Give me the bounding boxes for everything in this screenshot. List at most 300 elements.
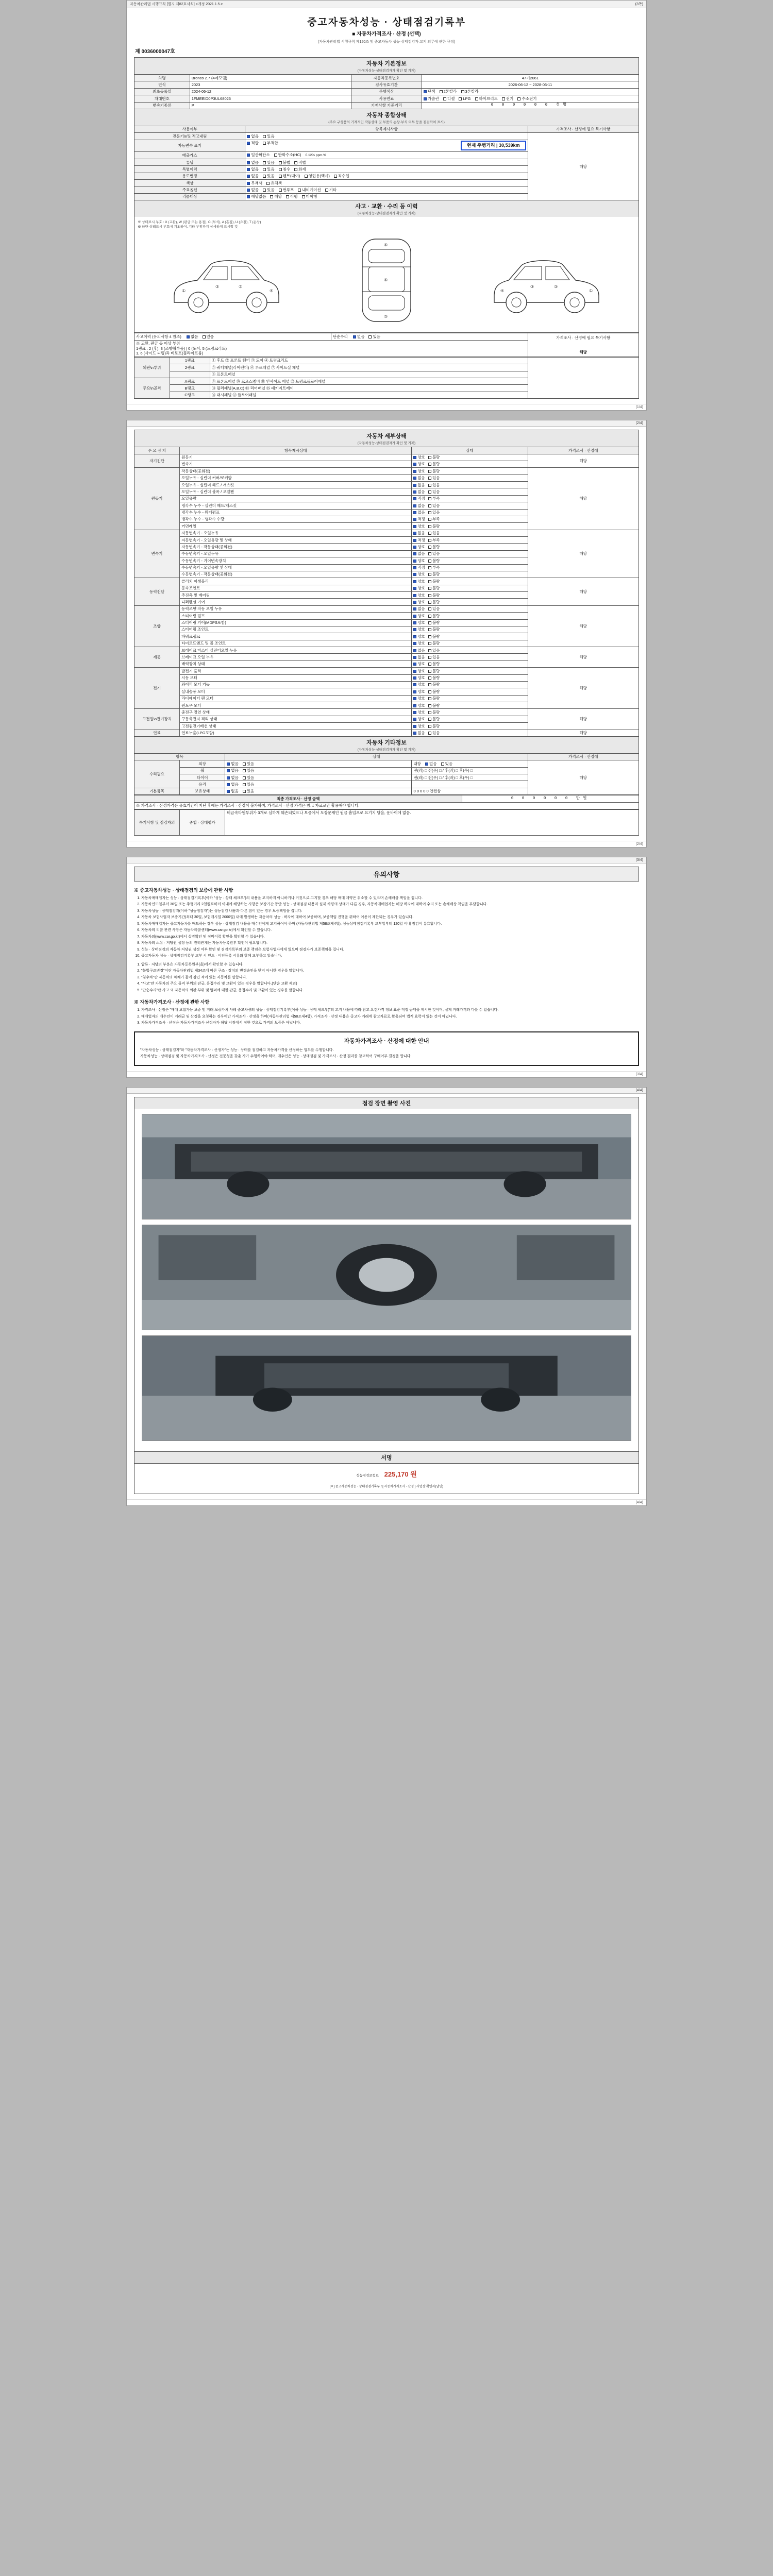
checkbox-detail-7-1-0[interactable] (413, 718, 416, 721)
checkbox-glass-none[interactable] (227, 783, 230, 786)
opt-8-2: 이행 (290, 194, 298, 199)
row-label-1: 자동변속 표기 (135, 140, 245, 151)
detail-item-options (412, 674, 528, 681)
opt-0-0: 없음 (251, 133, 259, 139)
detail-opt-label: 불량 (432, 709, 440, 715)
svg-text:⑤: ⑤ (384, 314, 388, 319)
checkbox-detail-3-3-1[interactable] (428, 601, 431, 604)
checkbox-detail-3-0-0[interactable] (413, 580, 416, 583)
checkbox-int-yes[interactable] (441, 762, 444, 766)
detail-group-note: 해당 (528, 647, 638, 668)
checkbox-detail-1-4-0[interactable] (413, 497, 416, 500)
section-accident-sub: (자동차성능·상태점검자가 확인 및 기재) (357, 212, 416, 216)
detail-opt-label: 불량 (432, 579, 440, 584)
parts-legend-2: 1, 6 (사이드 씨링)과 비로프(플라이프룸) (136, 351, 204, 356)
table-row (135, 802, 639, 809)
checkbox-8-0[interactable] (247, 195, 250, 198)
comprehensive-note: 해당 (528, 133, 638, 200)
table-row (135, 357, 639, 364)
checkbox-detail-3-3-0[interactable] (413, 601, 416, 604)
checkbox-detail-7-0-1[interactable] (428, 711, 431, 714)
fuel-opt-1: 디젤 (447, 96, 455, 101)
checkbox-6-1[interactable] (266, 182, 270, 185)
detail-item-label: 시동 모터 (180, 674, 412, 681)
table-row (135, 760, 639, 767)
detail-item-options (412, 564, 528, 571)
checkbox-detail-0-1-1[interactable] (428, 463, 431, 466)
detail-opt-label: 양호 (417, 717, 425, 722)
detail-opt-label: 있음 (432, 731, 440, 736)
checkbox-5-3[interactable] (305, 175, 308, 178)
detail-opt-label: 불량 (432, 523, 440, 529)
detail-item-label: 냉각수 누수 - 냉각수 수량 (180, 516, 412, 522)
detail-item-options (412, 695, 528, 702)
table-header-row (135, 447, 639, 454)
checkbox-detail-5-0-0[interactable] (413, 649, 416, 652)
checkbox-detail-6-4-1[interactable] (428, 697, 431, 700)
checkbox-detail-3-1-1[interactable] (428, 587, 431, 590)
checkbox-7-1[interactable] (263, 189, 266, 192)
car-name-value: Bronco 2.7 (4메모델) (190, 75, 351, 81)
checkbox-detail-3-1-0[interactable] (413, 587, 416, 590)
checkbox-fuel-5[interactable] (517, 97, 520, 100)
notice-item: 3. "침수차"란 자동차의 차체가 물에 잠긴 적이 있는 자동차를 말합니다. (141, 975, 639, 981)
checkbox-detail-6-1-0[interactable] (413, 676, 416, 680)
color-label: 주행색상 (351, 88, 422, 95)
checkbox-detail-6-5-0[interactable] (413, 704, 416, 707)
checkbox-1-1[interactable] (263, 142, 266, 145)
checkbox-detail-6-2-0[interactable] (413, 683, 416, 686)
row-opts-6 (245, 180, 528, 187)
detail-opt-label: 불량 (432, 689, 440, 694)
checkbox-detail-1-1-1[interactable] (428, 477, 431, 480)
opt-5-3: 영업용(택시) (308, 174, 330, 179)
checkbox-detail-5-2-1[interactable] (428, 663, 431, 666)
checkbox-basic-none[interactable] (227, 790, 230, 793)
detail-item-label: 발전기 출력 (180, 668, 412, 674)
checkbox-detail-2-2-1[interactable] (428, 546, 431, 549)
detail-item-label: 오일누유 - 실린더 헤드 / 개스킷 (180, 482, 412, 488)
accident-history-table (134, 333, 639, 357)
detail-opt-label: 불량 (432, 544, 440, 549)
detail-item-label: 배력장치 상태 (180, 660, 412, 667)
checkbox-3-1[interactable] (263, 161, 266, 164)
detail-col-1: 주 요 장 치 (135, 447, 180, 454)
detail-group-5: 제동 (135, 647, 180, 668)
detail-group-note: 해당 (528, 709, 638, 730)
checkbox-5-2[interactable] (279, 175, 282, 178)
checkbox-detail-1-4-1[interactable] (428, 497, 431, 500)
checkbox-detail-2-1-1[interactable] (428, 539, 431, 542)
detail-opt-label: 불량 (432, 558, 440, 563)
checkbox-ext-none[interactable] (227, 762, 230, 766)
col-use: 사용여부 (135, 126, 245, 132)
checkbox-detail-8-0-0[interactable] (413, 732, 416, 735)
checkbox-detail-1-6-1[interactable] (428, 511, 431, 514)
checkbox-color-0[interactable] (424, 90, 427, 93)
signature-header: 서명 (134, 1452, 639, 1464)
simple-repair-cell (331, 333, 528, 340)
opt-4-3: 화재 (298, 166, 306, 172)
table-row (135, 709, 639, 716)
checkbox-detail-4-2-0[interactable] (413, 621, 416, 624)
repair-int-label: 내장 (413, 761, 421, 766)
detail-opt-label: 불량 (432, 599, 440, 604)
checkbox-detail-1-2-1[interactable] (428, 484, 431, 487)
checkbox-fuel-4[interactable] (502, 97, 505, 100)
detail-item-options (412, 730, 528, 736)
checkbox-2-1[interactable] (274, 154, 277, 157)
rank-items: ① 후드 ② 프론트 휀더 ③ 도어 ④ 트렁크리드 (210, 357, 528, 364)
checkbox-detail-6-5-1[interactable] (428, 704, 431, 707)
svg-text:③: ③ (554, 284, 558, 290)
detail-item-options (412, 592, 528, 599)
detail-opt-label: 불량 (432, 613, 440, 618)
detail-item-options (412, 619, 528, 626)
detail-item-label: 연료누출(LPG포함) (180, 730, 412, 736)
opt-7-3: 내비게이션 (302, 188, 321, 192)
checkbox-detail-2-2-0[interactable] (413, 546, 416, 549)
checkbox-detail-0-1-0[interactable] (413, 463, 416, 466)
opt-3-1: 있음 (266, 160, 275, 165)
detail-col-4: 가격조사 · 산정에 (528, 447, 638, 454)
detail-item-label: 고전원전기배선 상태 (180, 723, 412, 730)
notice-item: 2. "불법구조변경"이란 자동차관리법 제34조에 따른 구조 · 장치의 변경승인을 받지 아니한 경우를 말합니다. (141, 969, 639, 974)
notice-item: 9. 성능 · 상태점검의 자동차 저당권 설정 여부 확인 및 점검기록부의 보증 책임은 보험사업자에게 있으며 점검자가 보증책임을 집니다. (141, 947, 639, 953)
detail-item-options (412, 605, 528, 612)
detail-opt-label: 부족 (432, 537, 440, 543)
detail-opt-label: 양호 (417, 592, 425, 598)
table-row (135, 809, 639, 835)
checkbox-detail-7-0-0[interactable] (413, 711, 416, 714)
detail-opt-label: 있음 (432, 476, 440, 481)
checkbox-3-2[interactable] (279, 161, 282, 164)
detail-opt-label: 있음 (432, 654, 440, 659)
detail-item-label: 타이로드엔드 및 볼 조인트 (180, 640, 412, 647)
checkbox-detail-6-4-0[interactable] (413, 697, 416, 700)
checkbox-detail-1-3-0[interactable] (413, 490, 416, 494)
checkbox-6-0[interactable] (247, 182, 250, 185)
checkbox-detail-2-6-1[interactable] (428, 573, 431, 576)
checkbox-detail-5-1-0[interactable] (413, 656, 416, 659)
checkbox-detail-8-0-1[interactable] (428, 732, 431, 735)
checkbox-detail-4-2-1[interactable] (428, 621, 431, 624)
notice-item: 5. "단순수리"란 사고 외 자동차의 외판 부위 및 범퍼에 대한 판금, 용접수리 및 교환이 있는 경우를 말합니다. (141, 988, 639, 994)
checkbox-detail-1-1-0[interactable] (413, 477, 416, 480)
checkbox-detail-0-0-1[interactable] (428, 456, 431, 459)
detail-opt-label: 있음 (432, 489, 440, 494)
checkbox-detail-1-6-0[interactable] (413, 511, 416, 514)
first-reg-value: 2024-06-12 (190, 88, 351, 95)
checkbox-5-1[interactable] (263, 175, 266, 178)
car-side-view-left-icon (166, 236, 285, 324)
detail-item-options (412, 668, 528, 674)
final-price-table (134, 795, 639, 809)
checkbox-detail-3-2-1[interactable] (428, 594, 431, 597)
checkbox-5-0[interactable] (247, 175, 250, 178)
checkbox-7-3[interactable] (298, 189, 301, 192)
checkbox-detail-2-4-1[interactable] (428, 560, 431, 563)
rank-items: ⑬ 필러패널(A,B,C) ⑭ 리어패널 ⑮ 패키지트레이 (210, 385, 528, 392)
detail-opt-label: 부족 (432, 517, 440, 522)
detail-group-note: 해당 (528, 730, 638, 736)
first-reg-label: 최초등록일 (135, 88, 190, 95)
table-row (135, 75, 639, 81)
detail-group-4: 조향 (135, 605, 180, 647)
detail-opt-label: 있음 (432, 510, 440, 515)
opt-5-4: 직수입 (338, 174, 349, 179)
checkbox-detail-7-2-0[interactable] (413, 725, 416, 728)
checkbox-detail-5-2-0[interactable] (413, 663, 416, 666)
svg-text:③: ③ (215, 284, 220, 290)
checkbox-basic-yes[interactable] (243, 790, 246, 793)
checkbox-detail-6-3-0[interactable] (413, 690, 416, 693)
diagram-legend-2: ※ 하단 상태표시 부호에 기초하여, 기타 부위까지 상세하게 표시할 것 (138, 225, 238, 229)
checkbox-color-1[interactable] (440, 90, 443, 93)
checkbox-detail-7-1-1[interactable] (428, 718, 431, 721)
checkbox-color-2[interactable] (461, 90, 464, 93)
checkbox-simple-none[interactable] (353, 335, 356, 338)
checkbox-detail-1-2-0[interactable] (413, 484, 416, 487)
detail-col-2: 항목제시상태 (180, 447, 412, 454)
special-sublabel: 종합 · 상태평가 (180, 809, 225, 835)
opt-8-0: 해당없음 (251, 194, 266, 199)
opt-8-1: 해당 (274, 194, 282, 199)
opt-2-0: 일산화탄소 (251, 152, 270, 158)
detail-item-label: 충전구 절연 상태 (180, 709, 412, 716)
checkbox-4-0[interactable] (247, 168, 250, 171)
checkbox-detail-2-5-1[interactable] (428, 566, 431, 569)
detail-item-label: 오일누유 - 실린더 커버/로커암 (180, 474, 412, 481)
detail-opt-label: 양호 (417, 579, 425, 584)
opt-4-2: 침수 (282, 166, 291, 172)
checkbox-7-2[interactable] (279, 189, 282, 192)
checkbox-detail-4-5-1[interactable] (428, 642, 431, 645)
checkbox-detail-1-5-0[interactable] (413, 504, 416, 507)
opt-3-2: 불법 (282, 160, 291, 165)
detail-opt-label: 양호 (417, 682, 425, 687)
checkbox-detail-3-2-0[interactable] (413, 594, 416, 597)
checkbox-detail-4-4-1[interactable] (428, 635, 431, 638)
table-row (135, 578, 639, 585)
checkbox-detail-4-3-1[interactable] (428, 628, 431, 631)
detail-item-label: 작동상태(공회전) (180, 468, 412, 474)
checkbox-detail-2-0-1[interactable] (428, 532, 431, 535)
checkbox-simple-yes[interactable] (368, 335, 372, 338)
checkbox-detail-3-0-1[interactable] (428, 580, 431, 583)
notice-item: 8. 자동차의 소유 · 저당권 설정 등의 권리관계는 자동차등록원부 확인이 필요합니다. (141, 941, 639, 946)
opt-2-1: 탄화수소(HC) (278, 152, 301, 158)
checkbox-detail-1-5-1[interactable] (428, 504, 431, 507)
checkbox-wheel-none[interactable] (227, 769, 230, 772)
checkbox-3-0[interactable] (247, 161, 250, 164)
row-label-2: 배출가스 (135, 151, 245, 159)
checkbox-0-0[interactable] (247, 135, 250, 138)
checkbox-detail-2-3-0[interactable] (413, 552, 416, 555)
detail-opt-label: 양호 (417, 558, 425, 563)
table-row (135, 454, 639, 461)
detail-opt-label: 불량 (432, 620, 440, 625)
detail-item-options (412, 626, 528, 633)
detail-col-3: 상태 (412, 447, 528, 454)
checkbox-detail-6-3-1[interactable] (428, 690, 431, 693)
checkbox-int-none[interactable] (425, 762, 428, 766)
checkbox-detail-1-0-1[interactable] (428, 470, 431, 473)
notice-item: 2. 매매업자의 매수인이 거래금 및 산정을 요청하는 경우에만 가격조사 · 산정을 하며(자동차관리법 제58조제4항), 가격조사 · 산정 내용은 중고차 거래에 참고자료로 활용되며 법적 효력이 있는 것이 아닙니다. (141, 1014, 639, 1020)
svg-text:①: ① (182, 289, 186, 294)
checkbox-detail-4-0-1[interactable] (428, 607, 431, 611)
notice-item: 1. 가격조사 · 산정은 "매매 보험가능 보증 및 거래 보증가치 사례 중고차량의 성능 · 상태점검기록부(이하 성능 · 상태 체크부)"의 고지 내용에 따라 참고 요건가격 정보 표준 적정 금액을 제시한 것이며, 실제 거래가격과 다를 수 있습니다. (141, 1008, 639, 1013)
checkbox-4-2[interactable] (279, 168, 282, 171)
tire-label: 타이어 (180, 774, 225, 781)
detail-group-1: 원동기 (135, 468, 180, 530)
checkbox-detail-6-0-0[interactable] (413, 670, 416, 673)
checkbox-detail-0-0-0[interactable] (413, 456, 416, 459)
checkbox-detail-4-5-0[interactable] (413, 642, 416, 645)
opt-7-1: 있음 (266, 188, 275, 192)
checkbox-detail-1-8-1[interactable] (428, 525, 431, 528)
opt-3-0: 없음 (251, 160, 259, 165)
opt-3-3: 적법 (298, 160, 306, 165)
detail-item-options (412, 647, 528, 654)
glass-opt-1: 있음 (246, 782, 255, 787)
checkbox-detail-1-8-0[interactable] (413, 525, 416, 528)
checkbox-detail-1-0-0[interactable] (413, 470, 416, 473)
detail-opt-label: 양호 (417, 572, 425, 577)
detail-item-label: 오일누유 - 실린더 블록 / 오일팬 (180, 488, 412, 495)
detail-opt-label: 불량 (432, 668, 440, 673)
detail-item-options (412, 495, 528, 502)
checkbox-detail-6-2-1[interactable] (428, 683, 431, 686)
checkbox-detail-4-4-0[interactable] (413, 635, 416, 638)
table-row (135, 81, 639, 88)
detail-opt-label: 없음 (417, 551, 425, 556)
mileage-basis-label: 기재사항 기준거리 (351, 102, 422, 109)
checkbox-glass-yes[interactable] (243, 783, 246, 786)
detail-group-note: 해당 (528, 468, 638, 530)
checkbox-detail-2-4-0[interactable] (413, 560, 416, 563)
damage-diagram (134, 217, 639, 333)
detail-group-0: 자기진단 (135, 454, 180, 468)
table-row (135, 333, 639, 340)
checkbox-detail-6-0-1[interactable] (428, 670, 431, 673)
checkbox-4-3[interactable] (294, 168, 297, 171)
detail-opt-label: 양호 (417, 462, 425, 467)
plate-label: 자동차등록번호 (351, 75, 422, 81)
checkbox-detail-4-0-0[interactable] (413, 607, 416, 611)
document-number: 제 0036000047호 (135, 49, 175, 55)
accident-history-label: 사고이력 (유의사항 4 참조) (136, 334, 181, 339)
checkbox-wheel-yes[interactable] (243, 769, 246, 772)
detail-item-label: 등속조인트 (180, 585, 412, 591)
checkbox-8-2[interactable] (286, 195, 289, 198)
detail-item-options (412, 544, 528, 550)
checkbox-fuel-1[interactable] (443, 97, 446, 100)
basic-opt-0: 없음 (231, 789, 239, 794)
detail-opt-label: 불량 (432, 455, 440, 460)
checkbox-1-0[interactable] (247, 142, 250, 145)
opt-6-1: 유채색 (271, 180, 282, 185)
checkbox-tire-none[interactable] (227, 776, 230, 779)
checkbox-8-1[interactable] (270, 195, 273, 198)
checkbox-8-3[interactable] (302, 195, 305, 198)
inspection-photo-1 (142, 1114, 631, 1219)
detail-item-options (412, 716, 528, 722)
photo-gallery (134, 1109, 639, 1452)
wheel-opts (225, 767, 412, 774)
checkbox-fuel-2[interactable] (459, 97, 462, 100)
final-price-value: 0 0 0 0 0 0 만원 (462, 795, 639, 802)
table-row (135, 102, 639, 109)
table-row (135, 647, 639, 654)
notice-item: 1. 자동차매매업자는 성능 · 상태점검기록부(이하 "성능 · 상태 체크부")의 내용을 고지하지 아니하거나 거짓으로 고지할 경우 해당 매매 계약은 취소할 수 있으며 손해배상 책임을 집니다. (141, 896, 639, 902)
checkbox-detail-2-0-0[interactable] (413, 532, 416, 535)
checkbox-fuel-0[interactable] (424, 97, 427, 100)
row-opts-1 (245, 140, 528, 151)
checkbox-ext-yes[interactable] (243, 762, 246, 766)
svg-text:⑥: ⑥ (384, 243, 388, 248)
detail-opt-label: 양호 (417, 723, 425, 728)
checkbox-4-1[interactable] (263, 168, 266, 171)
detail-opt-label: 양호 (417, 523, 425, 529)
detail-item-options (412, 709, 528, 716)
checkbox-detail-7-2-1[interactable] (428, 725, 431, 728)
checkbox-7-0[interactable] (247, 189, 250, 192)
checkbox-2-0[interactable] (247, 154, 250, 157)
checkbox-5-4[interactable] (334, 175, 337, 178)
checkbox-detail-2-3-1[interactable] (428, 552, 431, 555)
car-top-view-icon (343, 234, 430, 327)
checkbox-detail-5-0-1[interactable] (428, 649, 431, 652)
detail-item-options (412, 488, 528, 495)
checkbox-accident-none[interactable] (187, 335, 190, 338)
checkbox-7-4[interactable] (325, 189, 328, 192)
page-1 (126, 0, 647, 411)
checkbox-detail-4-1-0[interactable] (413, 615, 416, 618)
detail-opt-label: 있음 (432, 531, 440, 536)
page-header (127, 1, 646, 8)
parts-legend-1: 1랭크 : 2 (후), 3 (조향휠부품) | 0 (도어, 5 (트렁크리드) (136, 346, 227, 351)
checkbox-detail-5-1-1[interactable] (428, 656, 431, 659)
notice-item: 6. 자동차의 리콜 관련 사항은 자동차리콜센터(www.car.go.kr)에서 확인할 수 있습니다. (141, 928, 639, 934)
row-label-6: 색상 (135, 180, 245, 187)
checkbox-detail-2-1-0[interactable] (413, 539, 416, 542)
checkbox-0-1[interactable] (263, 135, 266, 138)
checkbox-accident-yes[interactable] (203, 335, 206, 338)
checkbox-3-3[interactable] (294, 161, 297, 164)
checkbox-detail-4-1-1[interactable] (428, 615, 431, 618)
page-header (127, 857, 646, 863)
checkbox-detail-2-5-0[interactable] (413, 566, 416, 569)
checkbox-detail-2-6-0[interactable] (413, 573, 416, 576)
checkbox-detail-1-7-1[interactable] (428, 518, 431, 521)
checkbox-detail-1-7-0[interactable] (413, 518, 416, 521)
inspection-photo-3 (142, 1335, 631, 1441)
detail-item-label: 추진축 및 베어링 (180, 592, 412, 599)
detail-item-options (412, 723, 528, 730)
checkbox-fuel-3[interactable] (475, 97, 478, 100)
fuel-options (422, 95, 639, 102)
signature-footer-note: [ㅇ] 중고자동차성능 · 상태점검기록부 / [ 자동차가격조사 · 산정 ] 사업장 확인자(날인) (329, 1485, 444, 1488)
detail-opt-label: 양호 (417, 709, 425, 715)
checkbox-detail-4-3-0[interactable] (413, 628, 416, 631)
checkbox-detail-6-1-1[interactable] (428, 676, 431, 680)
checkbox-tire-yes[interactable] (243, 776, 246, 779)
table-row (135, 468, 639, 474)
checkbox-detail-1-3-1[interactable] (428, 490, 431, 494)
opt-5-1: 있음 (266, 174, 275, 179)
detail-item-label: 변속기 (180, 461, 412, 467)
